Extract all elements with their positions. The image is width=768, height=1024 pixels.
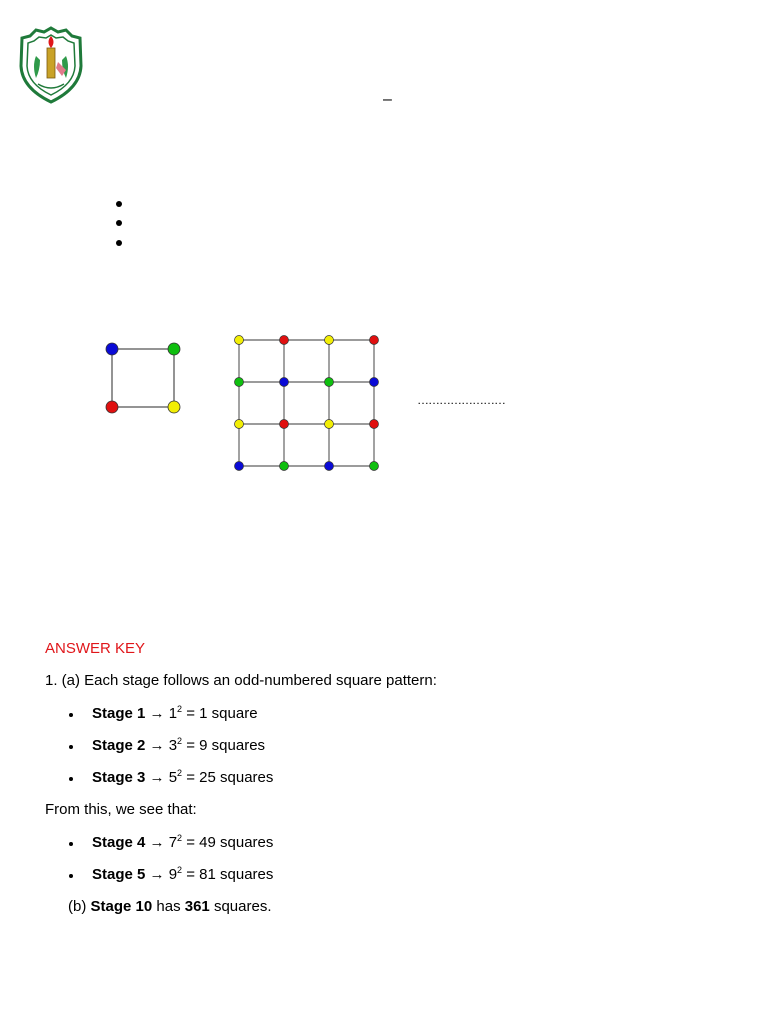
- node-yellow: [235, 336, 244, 345]
- stage-1-figure: [106, 343, 180, 413]
- pattern-figures: [0, 320, 768, 490]
- stage-1-line: Stage $1 \to 1^2 = 1$ square: [92, 704, 258, 722]
- node-red: [370, 336, 379, 345]
- from-this-text: From this, we see that:: [45, 801, 197, 818]
- list-bullet: [69, 842, 73, 846]
- node-yellow: [168, 401, 180, 413]
- node-green: [168, 343, 180, 355]
- node-blue: [325, 462, 334, 471]
- node-red: [280, 420, 289, 429]
- list-bullet: [116, 201, 122, 207]
- node-blue: [370, 378, 379, 387]
- node-blue: [235, 462, 244, 471]
- node-blue: [280, 378, 289, 387]
- list-bullet: [69, 874, 73, 878]
- list-bullet: [69, 777, 73, 781]
- node-blue: [106, 343, 118, 355]
- answer-key-heading: ANSWER KEY: [45, 640, 146, 657]
- question-1a-intro: 1. (a) Each stage follows an odd-numbered square pattern:: [45, 672, 437, 689]
- node-green: [325, 378, 334, 387]
- title-dash: –: [383, 91, 392, 108]
- stage-2-line: Stage $2 \to 3^2 = 9$ squares: [92, 736, 266, 754]
- question-1b-answer: (b) Stage 10 has 361 squares.: [68, 898, 272, 915]
- continuation-ellipsis: ……………………: [417, 393, 505, 407]
- node-red: [370, 420, 379, 429]
- stage-4-line: Stage $4 \to 7^2 = 49$ squares: [92, 833, 274, 851]
- school-crest-logo: [18, 26, 84, 104]
- list-bullet: [69, 713, 73, 717]
- node-green: [370, 462, 379, 471]
- node-red: [280, 336, 289, 345]
- stage-5-line: Stage $5 \to 9^2 = 81$ squares: [92, 865, 274, 883]
- list-bullet: [116, 220, 122, 226]
- node-green: [280, 462, 289, 471]
- stage-3-line: Stage $3 \to 5^2 = 25$ squares: [92, 768, 274, 786]
- node-yellow: [325, 420, 334, 429]
- node-red: [106, 401, 118, 413]
- node-yellow: [235, 420, 244, 429]
- list-bullet: [116, 240, 122, 246]
- node-green: [235, 378, 244, 387]
- list-bullet: [69, 745, 73, 749]
- stage-2-figure: [235, 336, 379, 471]
- node-yellow: [325, 336, 334, 345]
